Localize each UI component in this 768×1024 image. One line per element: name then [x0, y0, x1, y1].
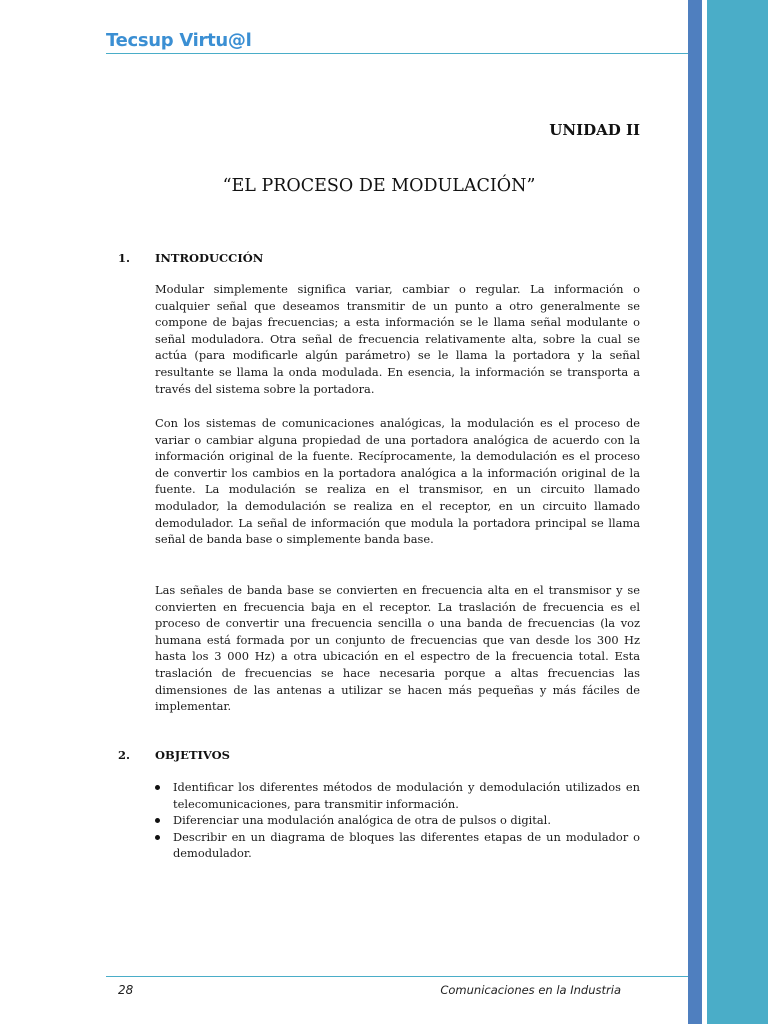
paragraph: Modular simplemente significa variar, cambiar o regular. La información o cualquier señal que deseamos transmitir de un punto a otro generalmente se compone de bajas frecuencias; a esta información se le llama señal modulante o señal moduladora. Otra señal de frecuencia relativamente alta, sobre la cual se actúa (para modificarle algún parámetro) se le llama la portadora y la señal resultante se llama la onda modulada. En esencia, la información se transporta a través del sistema sobre la portadora. — [155, 282, 640, 396]
header-rule — [106, 53, 688, 54]
footer-document-title: Comunicaciones en la Industria — [440, 983, 621, 997]
list-item-text: Identificar los diferentes métodos de modulación y demodulación utilizados en telecomunicaciones, para transmitir información. — [173, 780, 640, 811]
list-item — [155, 812, 640, 829]
section-number: 2. — [118, 748, 131, 762]
list-item — [155, 779, 640, 812]
section-title: INTRODUCCIÓN — [155, 251, 264, 265]
unit-label: UNIDAD II — [549, 121, 640, 139]
paragraph: Las señales de banda base se convierten en frecuencia alta en el transmisor y se convierten en frecuencia baja en el receptor. La traslación de frecuencia es el proceso de convertir una frecuencia sencilla o una banda de frecuencias (la voz humana está formada por un conjunto de frecuencias que van desde los 300 Hz hasta los 3 000 Hz) a otra ubicación en el espectro de la frecuencia total. Esta traslación de frecuencias se hace necesaria porque a altas frecuencias las dimensiones de las antenas a utilizar se hacen más pequeñas y más fáciles de implementar. — [155, 583, 640, 714]
bullet-icon — [155, 835, 160, 840]
section-heading-introduccion — [118, 251, 263, 265]
side-bar-teal — [707, 0, 768, 1024]
bullet-icon — [155, 818, 160, 823]
page-number: 28 — [118, 983, 134, 997]
list-item-text: Diferenciar una modulación analógica de otra de pulsos o digital. — [173, 813, 551, 828]
section-title: OBJETIVOS — [155, 748, 230, 762]
objectives-list — [155, 779, 640, 862]
header-logo: Tecsup Virtu@l — [106, 30, 252, 51]
section-number: 1. — [118, 251, 131, 265]
list-item — [155, 829, 640, 862]
side-bar-blue — [688, 0, 702, 1024]
paragraph: Con los sistemas de comunicaciones analógicas, la modulación es el proceso de variar o cambiar alguna propiedad de una portadora analógica de acuerdo con la información original de la fuente. Recíprocamente, la demodulación es el proceso de convertir los cambios en la portadora analógica a la información original de la fuente. La modulación se realiza en el transmisor, en un circuito llamado modulador, la demodulación se realiza en el receptor, en un circuito llamado demodulador. La señal de información que modula la portadora principal se llama señal de banda base o simplemente banda base. — [155, 416, 640, 547]
page-title: “EL PROCESO DE MODULACIÓN” — [222, 176, 536, 196]
footer-rule — [106, 976, 688, 977]
bullet-icon — [155, 785, 160, 790]
section-heading-objetivos — [118, 748, 230, 762]
list-item-text: Describir en un diagrama de bloques las diferentes etapas de un modulador o demodulador. — [173, 829, 640, 861]
